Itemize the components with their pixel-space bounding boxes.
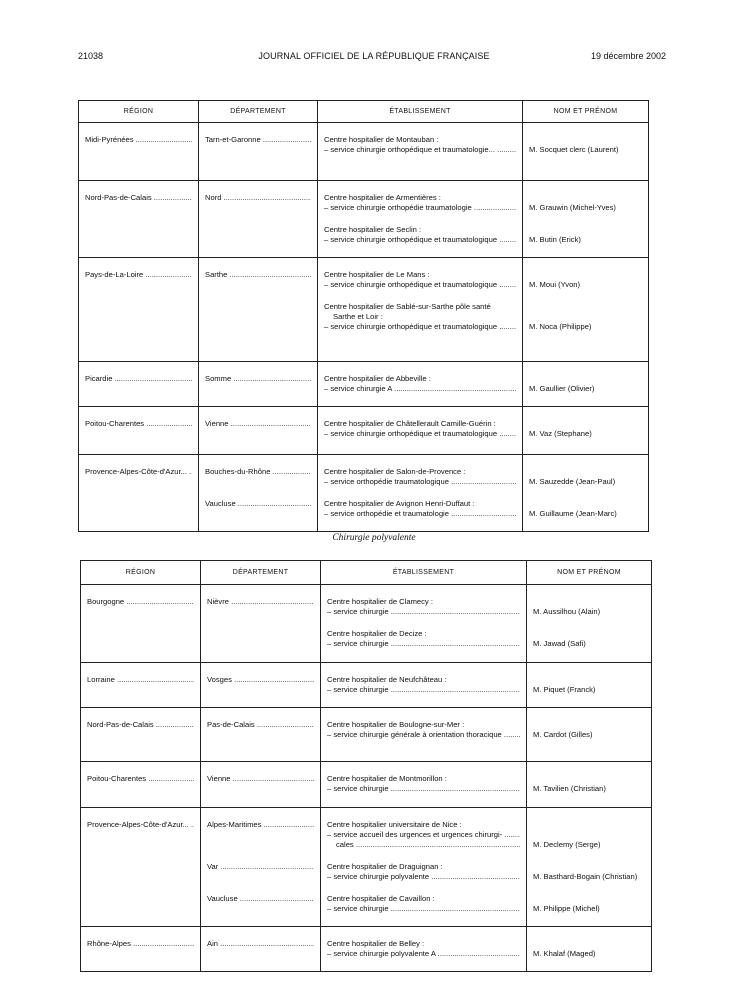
region-name: Poitou-Charentes ..... xyxy=(87,774,194,784)
etablissement-cell xyxy=(321,585,527,663)
etablissement-cell xyxy=(318,362,523,407)
departement-cell xyxy=(199,258,318,362)
nom-entry xyxy=(533,820,645,850)
region-name: Midi-Pyrénées ..... xyxy=(85,135,192,145)
col-header-etablissement: ÉTABLISSEMENT xyxy=(321,561,527,585)
service-name: – service chirurgie générale à orientation thoracique ..... xyxy=(327,730,520,740)
table-row xyxy=(79,455,649,532)
table-row xyxy=(81,927,652,972)
service-name: – service chirurgie ..... xyxy=(327,784,520,794)
etablissement-cell xyxy=(321,927,527,972)
col-header-nom: NOM ET PRÉNOM xyxy=(523,101,649,123)
departement-name: Somme ..... xyxy=(205,374,311,384)
table-row xyxy=(81,762,652,808)
service-name: – service chirurgie orthopédique et traumatologique ..... xyxy=(324,429,516,439)
departement-cell xyxy=(201,663,321,708)
departement-cell xyxy=(199,455,318,532)
centre-name: Centre hospitalier de Decize : xyxy=(327,629,427,638)
person-name: M. Moui (Yvon) xyxy=(529,280,581,289)
etablissement-cell xyxy=(321,762,527,808)
page-number: 21038 xyxy=(78,51,104,61)
etablissement-entry xyxy=(324,419,516,439)
etablissement-entry xyxy=(324,225,516,245)
departement-name: Vienne ..... xyxy=(207,774,314,784)
nom-cell xyxy=(523,407,649,455)
etablissement-entry xyxy=(324,499,516,519)
service-name: – service chirurgie orthopédique et traumatologique ..... xyxy=(324,235,516,245)
person-name: M. Basthard-Bogain (Christian) xyxy=(533,872,638,881)
departement-block xyxy=(205,374,311,384)
departement-name: Ain ..... xyxy=(207,939,314,949)
col-header-region: RÉGION xyxy=(81,561,201,585)
table-row xyxy=(81,708,652,762)
service-name: – service chirurgie ..... xyxy=(327,607,520,617)
departement-cell xyxy=(201,708,321,762)
person-name: M. Cardot (Gilles) xyxy=(533,730,593,739)
nom-entry xyxy=(529,467,642,487)
service-name: – service chirurgie ..... xyxy=(327,639,520,649)
centre-name: Centre hospitalier universitaire de Nice : xyxy=(327,820,462,829)
etablissement-entry xyxy=(327,939,520,959)
etablissement-entry xyxy=(327,862,520,882)
person-name: M. Jawad (Safi) xyxy=(533,639,586,648)
nom-entry xyxy=(533,939,645,959)
etablissement-cell xyxy=(318,258,523,362)
departement-block xyxy=(205,193,311,203)
region-cell xyxy=(79,181,199,258)
departement-name: Vaucluse ..... xyxy=(205,499,311,509)
nom-cell xyxy=(523,258,649,362)
nom-cell xyxy=(527,927,652,972)
nom-cell xyxy=(523,123,649,181)
region-cell xyxy=(79,362,199,407)
service-name: – service chirurgie ..... xyxy=(327,685,520,695)
region-cell xyxy=(79,455,199,532)
departement-name: Var ..... xyxy=(207,862,314,872)
etablissement-cell xyxy=(321,663,527,708)
nom-cell xyxy=(523,181,649,258)
nom-cell xyxy=(527,708,652,762)
person-name: M. Butin (Erick) xyxy=(529,235,581,244)
region-cell xyxy=(79,123,199,181)
departement-block xyxy=(207,894,314,904)
nom-entry xyxy=(529,419,642,439)
departement-block xyxy=(205,135,311,145)
nom-entry xyxy=(529,270,642,290)
centre-name: Centre hospitalier de Châtellerault Camille-Guérin : xyxy=(324,419,496,428)
nom-cell xyxy=(527,762,652,808)
nom-entry xyxy=(533,774,645,794)
person-name: M. Khalaf (Maged) xyxy=(533,949,596,958)
col-header-nom: NOM ET PRÉNOM xyxy=(527,561,652,585)
table-row xyxy=(81,808,652,927)
region-name: Rhône-Alpes ..... xyxy=(87,939,194,949)
departement-block xyxy=(207,862,314,894)
nom-entry xyxy=(529,499,642,519)
region-cell xyxy=(81,585,201,663)
etablissement-cell xyxy=(318,455,523,532)
appointments-table-orthopedics xyxy=(78,100,649,532)
departement-cell xyxy=(201,808,321,927)
etablissement-cell xyxy=(321,808,527,927)
table-row xyxy=(79,123,649,181)
nom-entry xyxy=(529,193,642,213)
region-name: Pays-de-La-Loire ..... xyxy=(85,270,192,280)
departement-block xyxy=(205,499,311,509)
region-name: Nord-Pas-de-Calais ..... xyxy=(87,720,194,730)
nom-entry xyxy=(529,135,642,155)
centre-name: Centre hospitalier de Clamecy : xyxy=(327,597,433,606)
nom-entry xyxy=(533,629,645,649)
departement-block xyxy=(205,419,311,429)
nom-cell xyxy=(523,455,649,532)
service-name: – service accueil des urgences et urgences chirurgi- ..... xyxy=(327,830,520,840)
departement-cell xyxy=(201,585,321,663)
departement-name: Vienne ..... xyxy=(205,419,311,429)
departement-block xyxy=(207,820,314,862)
departement-name: Vosges ..... xyxy=(207,675,314,685)
departement-name: Pas-de-Calais ..... xyxy=(207,720,314,730)
etablissement-entry xyxy=(324,135,516,155)
journal-title: JOURNAL OFFICIEL DE LA RÉPUBLIQUE FRANÇAISE xyxy=(258,51,490,61)
service-name: – service chirurgie orthopédique et traumatologie... ..... xyxy=(324,145,516,155)
region-name: Bourgogne ..... xyxy=(87,597,194,607)
region-cell xyxy=(79,407,199,455)
service-name: – service chirurgie orthopédie traumatologie ..... xyxy=(324,203,516,213)
person-name: M. Vaz (Stephane) xyxy=(529,429,592,438)
person-name: M. Gaullier (Olivier) xyxy=(529,384,595,393)
nom-cell xyxy=(527,585,652,663)
departement-block xyxy=(207,597,314,607)
etablissement-entry xyxy=(327,894,520,914)
centre-name: Centre hospitalier de Armentières : xyxy=(324,193,441,202)
nom-entry xyxy=(529,374,642,394)
col-header-region: RÉGION xyxy=(79,101,199,123)
etablissement-entry xyxy=(324,302,516,332)
centre-name: Centre hospitalier de Belley : xyxy=(327,939,425,948)
departement-name: Alpes-Maritimes ..... xyxy=(207,820,314,830)
centre-name: Centre hospitalier de Le Mans : xyxy=(324,270,430,279)
nom-entry xyxy=(533,597,645,617)
service-name: – service orthopédie et traumatologie ..... xyxy=(324,509,516,519)
region-name: Lorraine ..... xyxy=(87,675,194,685)
departement-cell xyxy=(201,762,321,808)
table-row xyxy=(79,181,649,258)
service-name: – service chirurgie polyvalente A ..... xyxy=(327,949,520,959)
appointments-table-polyvalent xyxy=(80,560,652,972)
section-title: Chirurgie polyvalente xyxy=(332,533,416,543)
person-name: M. Declemy (Serge) xyxy=(533,840,601,849)
etablissement-entry xyxy=(327,720,520,740)
region-name: Poitou-Charentes ..... xyxy=(85,419,192,429)
departement-cell xyxy=(199,362,318,407)
etablissement-entry xyxy=(327,820,520,850)
departement-cell xyxy=(201,927,321,972)
etablissement-entry xyxy=(327,629,520,649)
departement-block xyxy=(205,270,311,280)
person-name: M. Guillaume (Jean-Marc) xyxy=(529,509,617,518)
departement-block xyxy=(207,675,314,685)
table-row xyxy=(79,407,649,455)
region-cell xyxy=(81,708,201,762)
departement-name: Vaucluse ..... xyxy=(207,894,314,904)
etablissement-entry xyxy=(324,270,516,290)
person-name: M. Sauzedde (Jean-Paul) xyxy=(529,477,616,486)
nom-entry xyxy=(533,862,645,882)
table-row xyxy=(79,362,649,407)
col-header-departement: DÉPARTEMENT xyxy=(201,561,321,585)
region-name: Provence-Alpes-Côte-d'Azur... ..... xyxy=(85,467,192,477)
service-name: – service chirurgie orthopédique et traumatologique ..... xyxy=(324,280,516,290)
nom-cell xyxy=(527,808,652,927)
departement-name: Nièvre ..... xyxy=(207,597,314,607)
nom-entry xyxy=(533,720,645,740)
region-cell xyxy=(81,808,201,927)
etablissement-entry xyxy=(327,774,520,794)
etablissement-entry xyxy=(327,675,520,695)
departement-name: Nord ..... xyxy=(205,193,311,203)
centre-name-cont: Sarthe et Loir : xyxy=(333,312,383,321)
departement-name: Tarn-et-Garonne ..... xyxy=(205,135,311,145)
etablissement-entry xyxy=(324,374,516,394)
nom-entry xyxy=(529,302,642,332)
service-name: – service chirurgie ..... xyxy=(327,904,520,914)
departement-name: Sarthe ..... xyxy=(205,270,311,280)
etablissement-entry xyxy=(324,467,516,487)
centre-name: Centre hospitalier de Boulogne-sur-Mer : xyxy=(327,720,465,729)
table-row xyxy=(79,258,649,362)
person-name: M. Aussilhou (Alain) xyxy=(533,607,601,616)
nom-cell xyxy=(523,362,649,407)
centre-name: Centre hospitalier de Salon-de-Provence : xyxy=(324,467,466,476)
service-name: – service orthopédie traumatologique ..... xyxy=(324,477,516,487)
departement-block xyxy=(207,720,314,730)
etablissement-cell xyxy=(318,123,523,181)
etablissement-entry xyxy=(327,597,520,617)
nom-entry xyxy=(533,894,645,914)
person-name: M. Grauwin (Michel-Yves) xyxy=(529,203,616,212)
etablissement-entry xyxy=(324,193,516,213)
col-header-etablissement: ÉTABLISSEMENT xyxy=(318,101,523,123)
centre-name: Centre hospitalier de Draguignan : xyxy=(327,862,443,871)
departement-cell xyxy=(199,123,318,181)
region-name: Picardie ..... xyxy=(85,374,192,384)
service-name: – service chirurgie polyvalente ..... xyxy=(327,872,520,882)
region-cell xyxy=(81,663,201,708)
departement-name: Bouches-du-Rhône ..... xyxy=(205,467,311,477)
person-name: M. Philippe (Michel) xyxy=(533,904,600,913)
service-name: – service chirurgie A ..... xyxy=(324,384,516,394)
departement-block xyxy=(207,939,314,949)
etablissement-cell xyxy=(321,708,527,762)
service-name: – service chirurgie orthopédique et traumatologique ..... xyxy=(324,322,516,332)
centre-name: Centre hospitalier de Abbeville : xyxy=(324,374,431,383)
centre-name: Centre hospitalier de Avignon Henri-Duffaut : xyxy=(324,499,475,508)
region-cell xyxy=(79,258,199,362)
centre-name: Centre hospitalier de Montmorillon : xyxy=(327,774,447,783)
region-name: Provence-Alpes-Côte-d'Azur... ..... xyxy=(87,820,194,830)
departement-block xyxy=(205,467,311,499)
person-name: M. Tavilien (Christian) xyxy=(533,784,606,793)
centre-name: Centre hospitalier de Sablé-sur-Sarthe pôle santé xyxy=(324,302,491,311)
person-name: M. Noca (Philippe) xyxy=(529,322,592,331)
page-date: 19 décembre 2002 xyxy=(590,51,666,61)
departement-block xyxy=(207,774,314,784)
region-cell xyxy=(81,762,201,808)
etablissement-cell xyxy=(318,181,523,258)
centre-name: Centre hospitalier de Montauban : xyxy=(324,135,439,144)
region-cell xyxy=(81,927,201,972)
centre-name: Centre hospitalier de Seclin : xyxy=(324,225,422,234)
etablissement-cell xyxy=(318,407,523,455)
col-header-departement: DÉPARTEMENT xyxy=(199,101,318,123)
centre-name: Centre hospitalier de Cavaillon : xyxy=(327,894,435,903)
departement-cell xyxy=(199,181,318,258)
nom-cell xyxy=(527,663,652,708)
person-name: M. Piquet (Franck) xyxy=(533,685,596,694)
centre-name: Centre hospitalier de Neufchâteau : xyxy=(327,675,447,684)
table-row xyxy=(81,663,652,708)
person-name: M. Socquet clerc (Laurent) xyxy=(529,145,619,154)
service-name-cont: cales ..... xyxy=(327,840,520,850)
region-name: Nord-Pas-de-Calais ..... xyxy=(85,193,192,203)
table-row xyxy=(81,585,652,663)
nom-entry xyxy=(529,225,642,245)
nom-entry xyxy=(533,675,645,695)
departement-cell xyxy=(199,407,318,455)
